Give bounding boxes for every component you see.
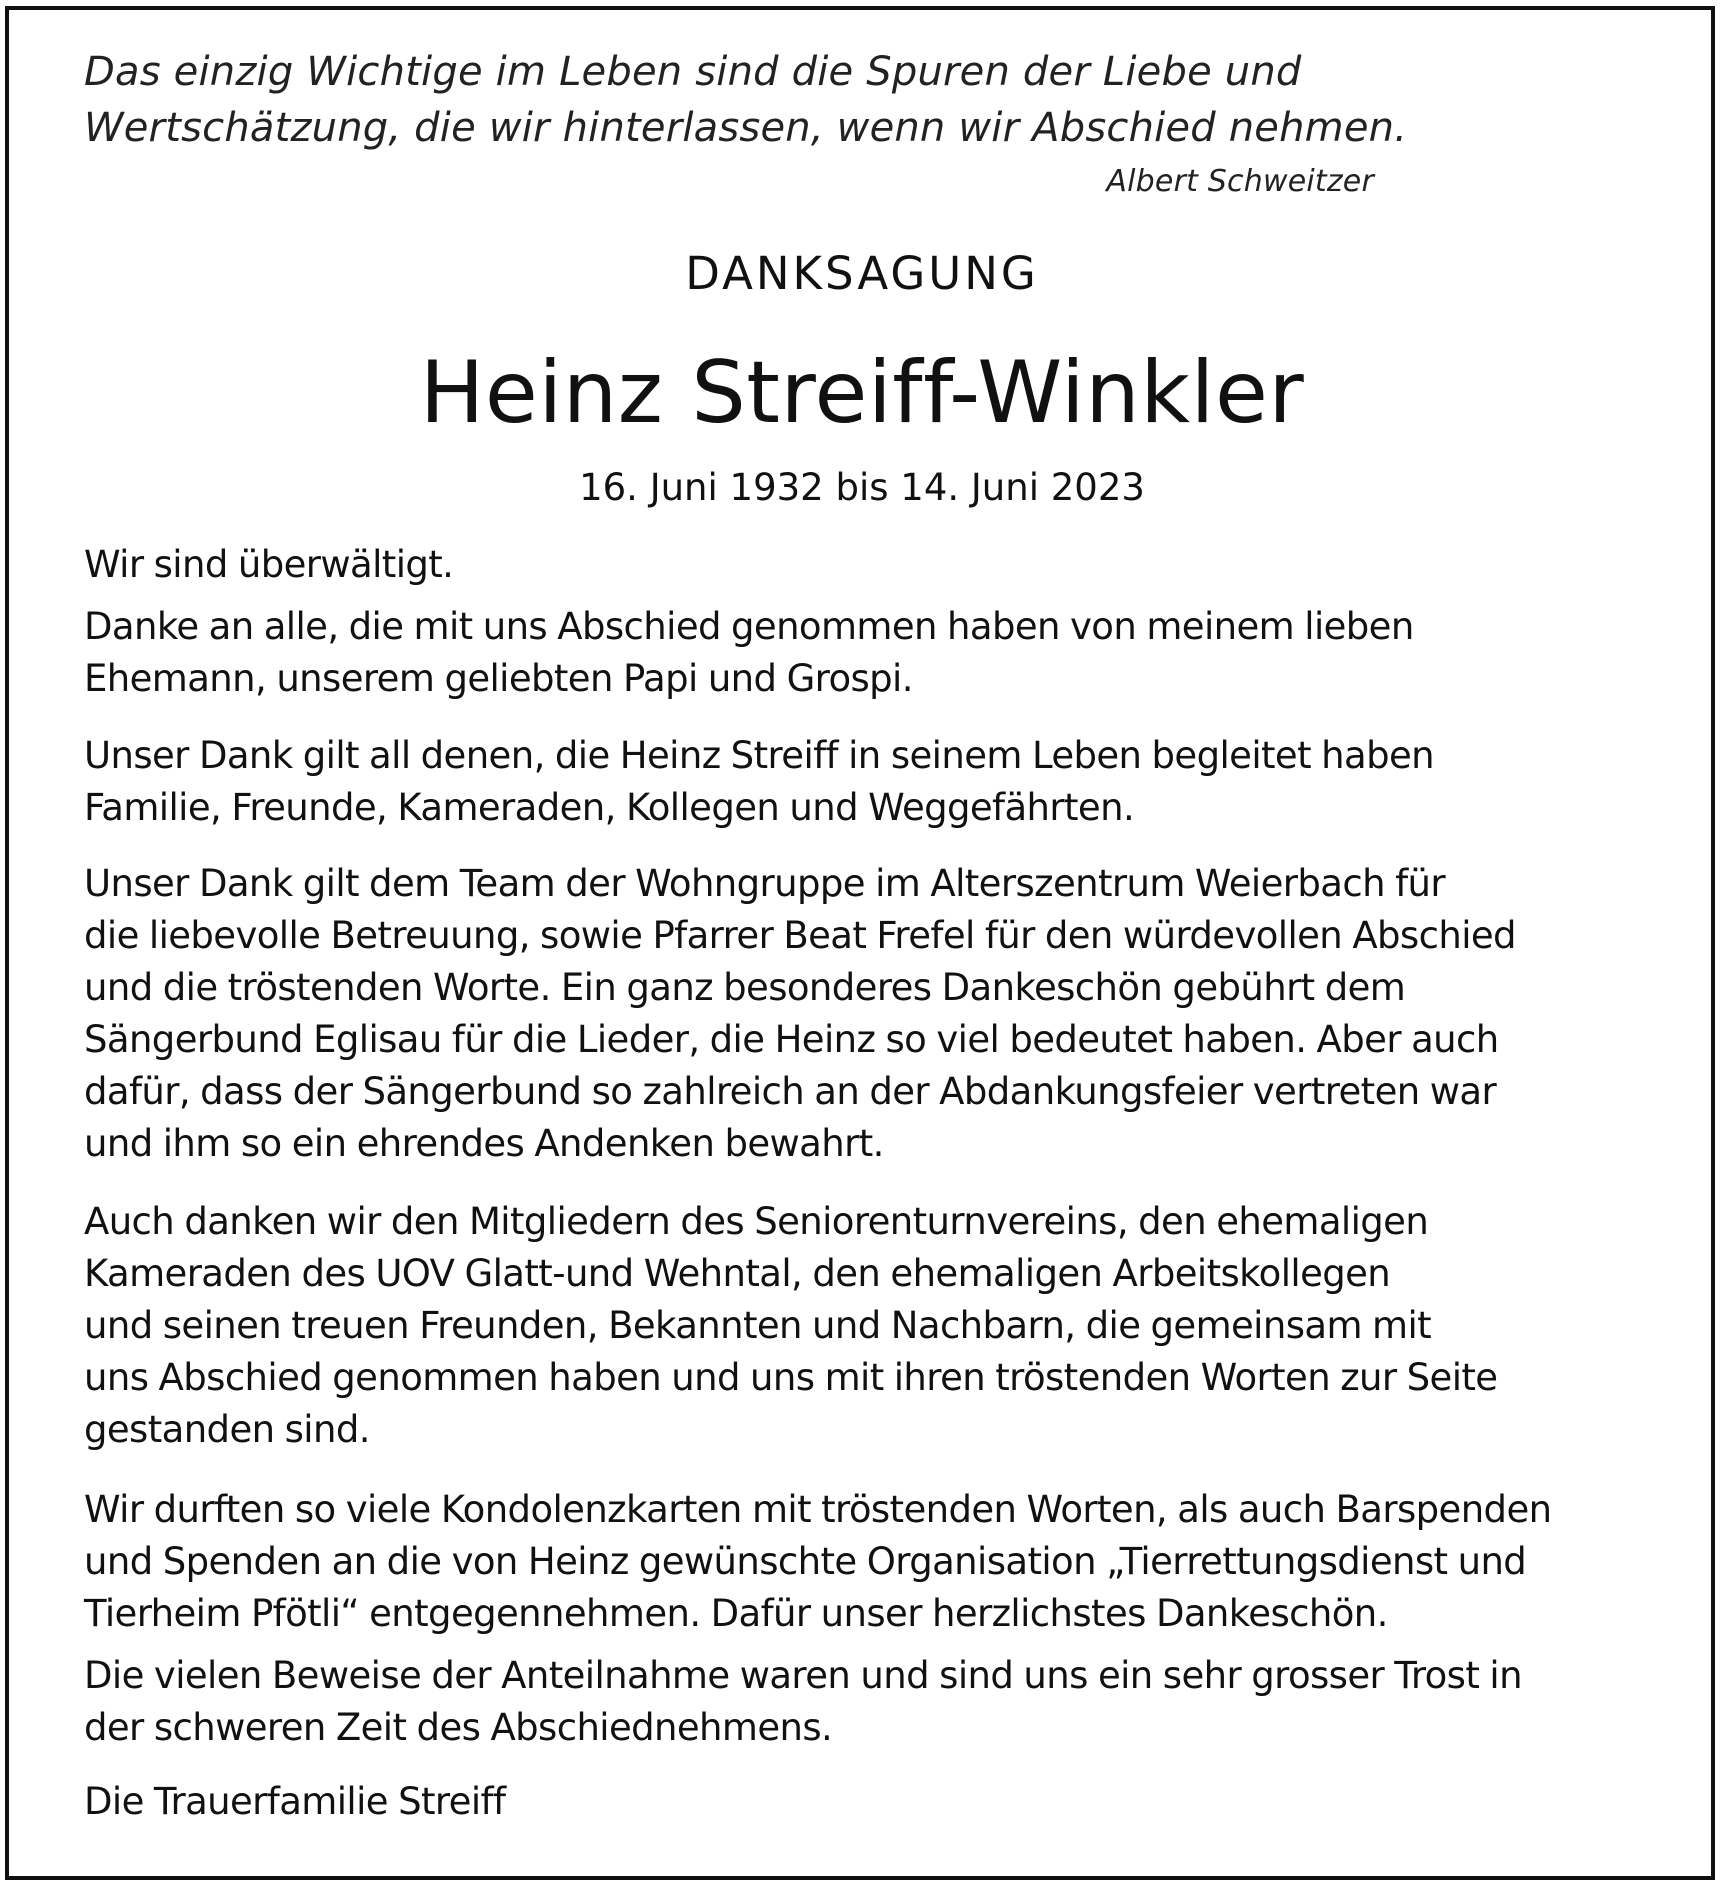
quote-line: Wertschätzung, die wir hinterlassen, wenn wir Abschied nehmen. [84,105,1408,151]
paragraph-thanks-donations [84,1484,1551,1640]
text-line: Ehemann, unserem geliebten Papi und Grospi. [84,657,913,700]
life-dates: 16. Juni 1932 bis 14. Juni 2023 [579,466,1145,509]
text-line: Die vielen Beweise der Anteilnahme waren und sind uns ein sehr grosser Trost in [84,1654,1522,1697]
quote-author: Albert Schweitzer [1106,164,1374,199]
text-line: Wir durften so viele Kondolenzkarten mit tröstenden Worten, als auch Barspenden [84,1488,1552,1531]
text-line: die liebevolle Betreuung, sowie Pfarrer Beat Frefel für den würdevollen Abschied [84,914,1516,957]
paragraph-thanks-care-team [84,858,1516,1170]
family-signature [84,1776,505,1828]
text-line: und seinen treuen Freunden, Bekannten und Nachbarn, die gemeinsam mit [84,1304,1432,1347]
text-line: gestanden sind. [84,1408,370,1451]
text-line: der schweren Zeit des Abschiednehmens. [84,1706,833,1749]
epigraph-quote [84,44,1464,199]
intro-paragraph [84,539,453,591]
deceased-name: Heinz Streiff-Winkler [419,343,1305,443]
paragraph-closing [84,1650,1522,1754]
text-line: Sängerbund Eglisau für die Lieder, die Heinz so viel bedeutet haben. Aber auch [84,1018,1499,1061]
text-line: Die Trauerfamilie Streiff [84,1780,506,1823]
text-line: dafür, dass der Sängerbund so zahlreich an der Abdankungsfeier vertreten war [84,1070,1497,1113]
text-line: und Spenden an die von Heinz gewünschte Organisation „Tierrettungsdienst und [84,1540,1527,1583]
text-line: Wir sind überwältigt. [84,543,454,586]
text-line: uns Abschied genommen haben und uns mit ihren tröstenden Worten zur Seite [84,1356,1498,1399]
text-line: Danke an alle, die mit uns Abschied genommen haben von meinem lieben [84,605,1414,648]
text-line: Unser Dank gilt dem Team der Wohngruppe im Alterszentrum Weierbach für [84,862,1445,905]
quote-line: Das einzig Wichtige im Leben sind die Spuren der Liebe und [84,49,1302,95]
text-line: Unser Dank gilt all denen, die Heinz Streiff in seinem Leben begleitet haben [84,734,1434,777]
text-line: und die tröstenden Worte. Ein ganz besonderes Dankeschön gebührt dem [84,966,1406,1009]
text-line: Kameraden des UOV Glatt-und Wehntal, den ehemaligen Arbeitskollegen [84,1252,1391,1295]
text-line: Auch danken wir den Mitgliedern des Seniorenturnvereins, den ehemaligen [84,1200,1429,1243]
paragraph-thanks-associations [84,1196,1497,1456]
notice-title: DANKSAGUNG [685,247,1039,300]
text-line: Familie, Freunde, Kameraden, Kollegen und Weggefährten. [84,786,1135,829]
text-line: Tierheim Pfötli“ entgegennehmen. Dafür unser herzlichstes Dankeschön. [84,1592,1388,1635]
paragraph-thanks-companions [84,730,1434,834]
text-line: und ihm so ein ehrendes Andenken bewahrt. [84,1122,884,1165]
paragraph-thanks-all [84,601,1414,705]
